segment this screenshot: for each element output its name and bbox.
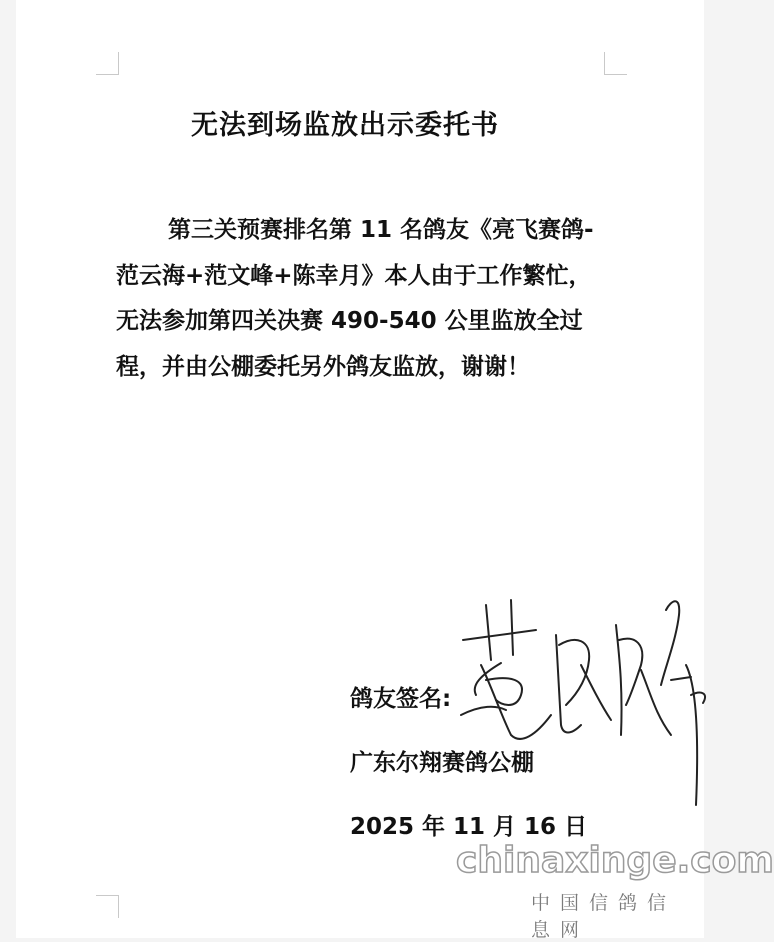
document-body: 第三关预赛排名第 11 名鸽友《亮飞赛鸽-范云海+范文峰+陈幸月》本人由于工作繁忙，无法参加第四关决赛 490-540 公里监放全过程，并由公棚委托另外鸽友监放，谢谢！ <box>116 217 594 380</box>
crop-mark-top-left <box>96 52 119 75</box>
document-title: 无法到场监放出示委托书 <box>191 110 499 141</box>
signature-label: 鸽友签名: <box>350 686 452 712</box>
crop-mark-bottom-left <box>96 895 119 918</box>
watermark-site: chinaxinge.com <box>456 840 774 881</box>
document-page <box>16 0 774 941</box>
crop-mark-top-right <box>604 52 627 75</box>
watermark-site-cn: 中国信鸽信息网 <box>531 892 677 941</box>
handwritten-signature <box>441 585 731 815</box>
document-date: 2025 年 11 月 16 日 <box>350 814 588 840</box>
loft-name: 广东尔翔赛鸽公棚 <box>350 750 534 776</box>
